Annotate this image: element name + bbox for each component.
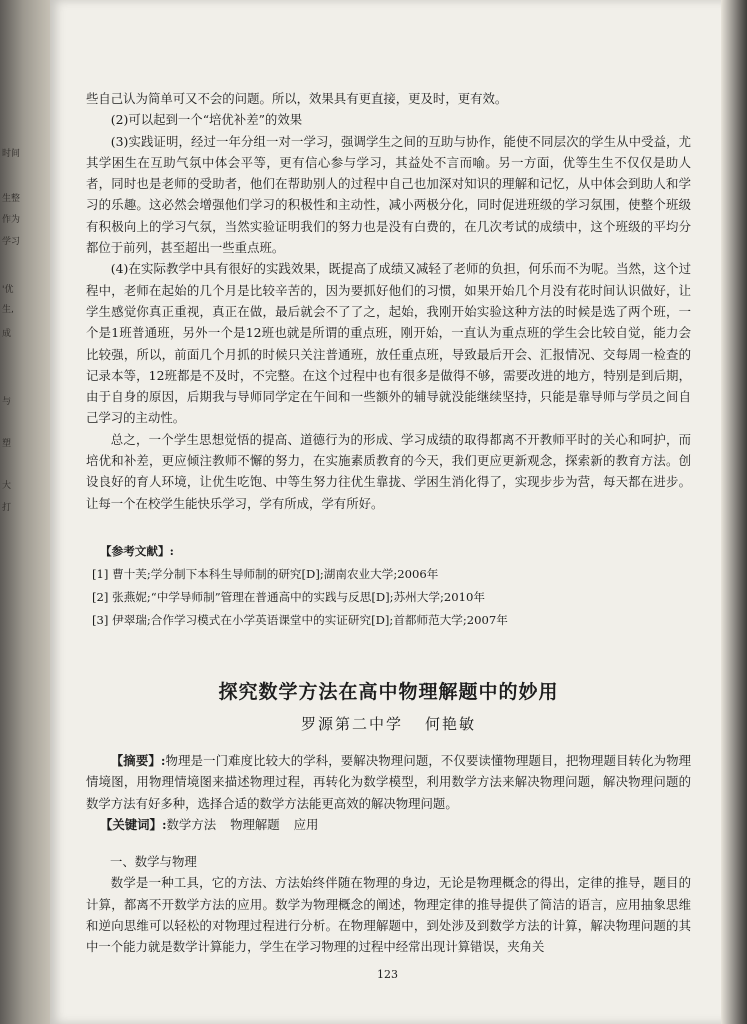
ghost-text: 成	[2, 329, 12, 339]
keywords	[86, 814, 691, 835]
reference-item: [2] 张燕妮;“中学导师制”管理在普通高中的实践与反思[D];苏州大学;2010年	[92, 589, 485, 604]
ghost-text: 打	[2, 503, 12, 513]
abstract	[86, 750, 691, 814]
section-heading: 一、数学与物理	[110, 854, 197, 870]
ghost-text: 生,	[2, 305, 14, 315]
page-number: 123	[377, 968, 398, 981]
author-school: 罗源第二中学	[300, 714, 403, 733]
ghost-text: '优	[2, 285, 14, 295]
page-content	[86, 88, 691, 958]
document-page	[50, 0, 725, 1024]
reference-item: [3] 伊翠瑞;合作学习模式在小学英语课堂中的实证研究[D];首都师范大学;2007年	[92, 612, 508, 627]
abstract-label: 【摘要】:	[110, 752, 166, 768]
ghost-text: 学习	[2, 237, 21, 247]
references-title: 【参考文献】:	[100, 543, 174, 558]
author-name: 何艳敏	[425, 714, 477, 733]
binding-edge-right	[721, 0, 747, 1024]
paragraph-4: (4)在实际教学中具有很好的实践效果，既提高了成绩又减轻了老师的负担，何乐而不为呢。当然，这个过程中，老师在起始的几个月是比较辛苦的，因为要抓好他们的习惯，如果开始几个月没有花时间认识做好，让学生感觉你真正重视，真正在做，最后就会不了了之，起始，我刚开始实验这种方法的时候是选了两个班，一个是1班普通班，另外一个是12班也就是所谓的重点班，刚开始，一直认为重点班的学生会比较自觉，能力会比较强，所以，前面几个月抓的时候只关注普通班，放任重点班，导致最后开会、汇报情况、交每周一检查的记录本等，12班都是不及时，不完整。在这个过程中也有很多是做得不够，需要改进的地方，特别是到后期，由于自身的原因，后期我与导师同学定在午间和一些额外的辅导就没能继续坚持，只能是靠导师与学员之间自己学习的主动性。	[86, 261, 691, 426]
ghost-text: 时间	[2, 149, 21, 159]
ghost-text: 生整	[2, 194, 21, 204]
keyword: 应用	[293, 816, 319, 832]
ghost-text: 塑	[2, 439, 12, 449]
heading-peiyou-bucha: (2)可以起到一个“培优补差”的效果	[110, 112, 303, 128]
keywords-label: 【关键词】:	[100, 816, 167, 832]
binding-edge-left	[0, 0, 52, 1024]
reference-item: [1] 曹十芙;学分制下本科生导师制的研究[D];湖南农业大学;2006年	[92, 566, 439, 581]
ghost-text: 大	[2, 481, 12, 491]
article-title: 探究数学方法在高中物理解题中的妙用	[218, 680, 559, 703]
ghost-text: 与	[2, 397, 12, 407]
keyword: 物理解题	[230, 816, 280, 832]
article-byline	[86, 710, 691, 738]
section-1-paragraph: 数学是一种工具，它的方法、方法始终伴随在物理的身边，无论是物理概念的得出，定律的推导，题目的计算，都离不开数学方法的应用。数学为物理概念的阐述，物理定律的推导提供了简洁的语言，应用抽象思维和逆向思维可以轻松的对物理过程进行分析。在物理解题中，到处涉及到数学方法的计算，解决物理问题的其中一个能力就是数学计算能力，学生在学习物理的过程中经常出现计算错误，夹角关	[86, 875, 691, 955]
paragraph-summary: 总之，一个学生思想觉悟的提高、道德行为的形成、学习成绩的取得都离不开教师平时的关心和呵护，而培优和补差，更应倾注教师不懈的努力，在实施素质教育的今天，我们更应更新观念，探索新的教育方法。创设良好的育人环境，让优生吃饱、中等生努力往优生靠拢、学困生消化得了，实现步步为营，每天都在进步。让每一个在校学生能快乐学习，学有所成，学有所好。	[86, 431, 691, 511]
ghost-text: 作为	[2, 215, 21, 225]
paragraph-intro: 些自己认为简单可又不会的问题。所以，效果具有更直接，更及时，更有效。	[86, 91, 508, 106]
abstract-text: 物理是一门难度比较大的学科，要解决物理问题，不仅要读懂物理题目，把物理题目转化为物理情境图，用物理情境图来描述物理过程，再转化为数学模型，利用数学方法来解决物理问题，解决物理问题的数学方法有好多种，选择合适的数学方法能更高效的解决物理问题。	[86, 752, 692, 811]
keyword: 数学方法	[166, 816, 217, 832]
references-section	[86, 540, 691, 632]
paragraph-3: (3)实践证明，经过一年分组一对一学习，强调学生之间的互助与协作，能使不同层次的学生从中受益，尤其学困生在互助气氛中体会平等，更有信心参与学习，其益处不言而喻。另一方面，优等生生不仅仅是助人者，同时也是老师的受助者，他们在帮助别人的过程中自己也加深对知识的理解和记忆，从中体会到助人和学习的乐趣。这必然会增强他们学习的积极性和主动性，减小两极分化，同时促进班级的学习氛围，使整个班级有积极向上的学习气氛，当然实验证明我们的努力也是没有白费的，在几次考试的成绩中，这个班级的平均分都位于前列，甚至超出一些重点班。	[86, 133, 691, 256]
